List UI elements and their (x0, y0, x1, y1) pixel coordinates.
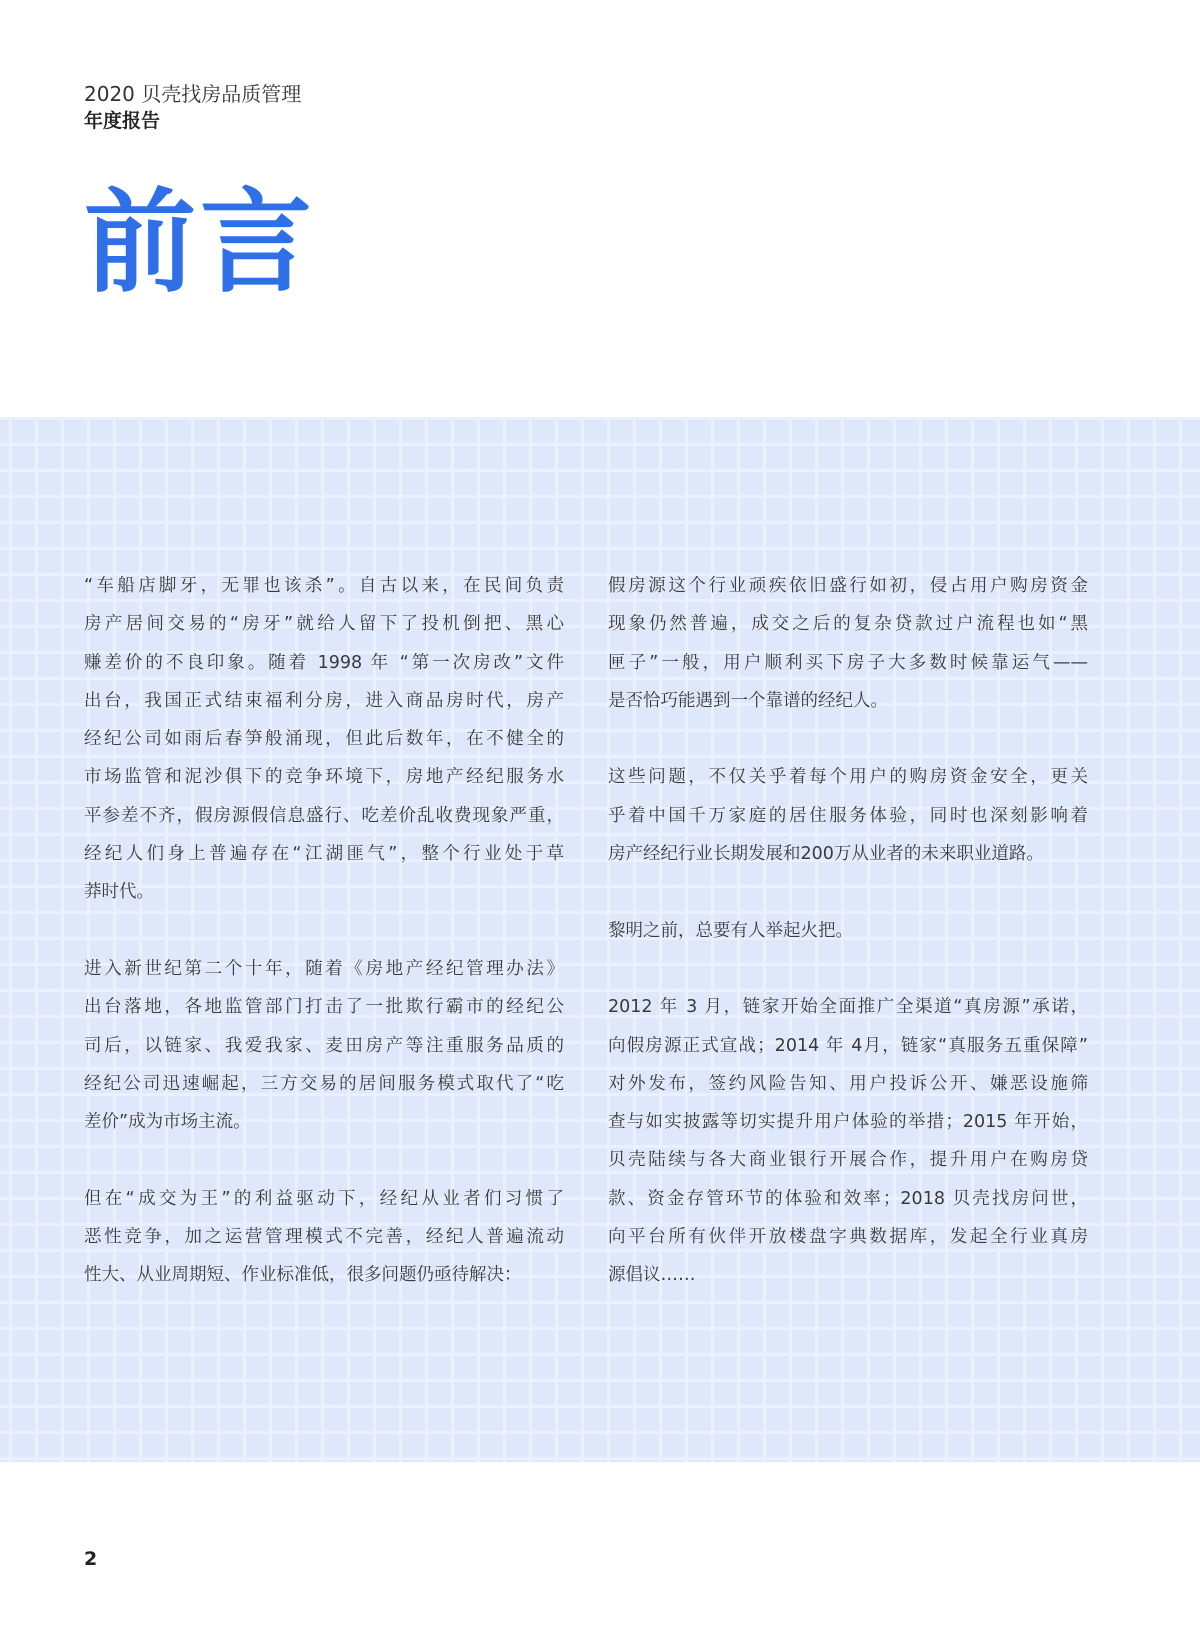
paragraph-line: 经纪公司如雨后春笋般涌现，但此后数年，在不健全的 (84, 729, 564, 750)
paragraph-line: 乎着中国千万家庭的居住服务体验，同时也深刻影响着 (608, 805, 1088, 826)
paragraph-line: 性大、从业周期短、作业标准低，很多问题仍亟待解决： (84, 1265, 522, 1286)
paragraph-line: 2012 年 3 月，链家开始全面推广全渠道“真房源”承诺， (608, 997, 1088, 1018)
paragraph-line: 市场监管和泥沙俱下的竞争环境下，房地产经纪服务水 (84, 767, 564, 788)
paragraph-gap (608, 873, 1088, 911)
paragraph-line: 出台，我国正式结束福利分房，进入商品房时代，房产 (84, 690, 564, 711)
left-text-column (84, 567, 564, 1295)
paragraph-line: 进入新世纪第二个十年，随着《房地产经纪管理办法》 (84, 958, 564, 979)
paragraph-line: 司后，以链家、我爱我家、麦田房产等注重服务品质的 (84, 1035, 564, 1056)
paragraph-line: 现象仍然普遍，成交之后的复杂贷款过户流程也如“黑 (608, 614, 1088, 635)
paragraph-line: 房产经纪行业长期发展和200万从业者的未来职业道路。 (608, 844, 1044, 865)
paragraph-line: 匣子”一般，用户顺利买下房子大多数时候靠运气—— (608, 652, 1088, 673)
report-series-title: 2020 贝壳找房品质管理 (84, 82, 302, 106)
paragraph-line: 假房源这个行业顽疾依旧盛行如初，侵占用户购房资金 (608, 576, 1088, 596)
paragraph-line: 经纪人们身上普遍存在“江湖匪气”，整个行业处于草 (84, 844, 564, 865)
paragraph-line: 差价”成为市场主流。 (84, 1112, 251, 1133)
paragraph-line: 平参差不齐，假房源假信息盛行、吃差价乱收费现象严重， (84, 805, 564, 826)
paragraph-line: 出台落地，各地监管部门打击了一批欺行霸市的经纪公 (84, 997, 564, 1018)
paragraph-line: 源倡议…… (608, 1265, 696, 1286)
paragraph-line: 赚差价的不良印象。随着 1998 年 “第一次房改”文件 (84, 652, 564, 673)
paragraph-gap (608, 950, 1088, 988)
paragraph-line: 恶性竞争，加之运营管理模式不完善，经纪人普遍流动 (84, 1227, 564, 1248)
paragraph-line: 是否恰巧能遇到一个靠谱的经纪人。 (608, 690, 888, 711)
paragraph-line: 查与如实披露等切实提升用户体验的举措；2015 年开始， (608, 1112, 1088, 1133)
right-text-column (608, 567, 1088, 1295)
paragraph-line: 向平台所有伙伴开放楼盘字典数据库，发起全行业真房 (608, 1227, 1088, 1248)
page-title: 前言 (84, 178, 316, 308)
paragraph-gap (608, 720, 1088, 758)
paragraph-gap (84, 1141, 564, 1179)
paragraph-line: 向假房源正式宣战；2014 年 4月，链家“真服务五重保障” (608, 1035, 1088, 1056)
paragraph-line: 这些问题，不仅关乎着每个用户的购房资金安全，更关 (608, 767, 1088, 788)
paragraph-line: 贝壳陆续与各大商业银行开展合作，提升用户在购房贷 (608, 1150, 1088, 1171)
paragraph-line: 对外发布，签约风险告知、用户投诉公开、嫌恶设施筛 (608, 1073, 1088, 1094)
paragraph-line: “车船店脚牙，无罪也该杀”。自古以来，在民间负责 (84, 576, 564, 596)
paragraph-line: 莽时代。 (84, 882, 154, 903)
page-number: 2 (84, 1548, 98, 1570)
paragraph-line: 款、资金存管环节的体验和效率；2018 贝壳找房问世， (608, 1188, 1088, 1209)
paragraph-line: 但在“成交为王”的利益驱动下，经纪从业者们习惯了 (84, 1188, 564, 1209)
paragraph-line: 黎明之前，总要有人举起火把。 (608, 920, 853, 941)
paragraph-line: 经纪公司迅速崛起，三方交易的居间服务模式取代了“吃 (84, 1073, 564, 1094)
paragraph-line: 房产居间交易的“房牙”就给人留下了投机倒把、黑心 (84, 614, 564, 635)
paragraph-gap (84, 912, 564, 950)
report-subtitle: 年度报告 (84, 110, 161, 132)
